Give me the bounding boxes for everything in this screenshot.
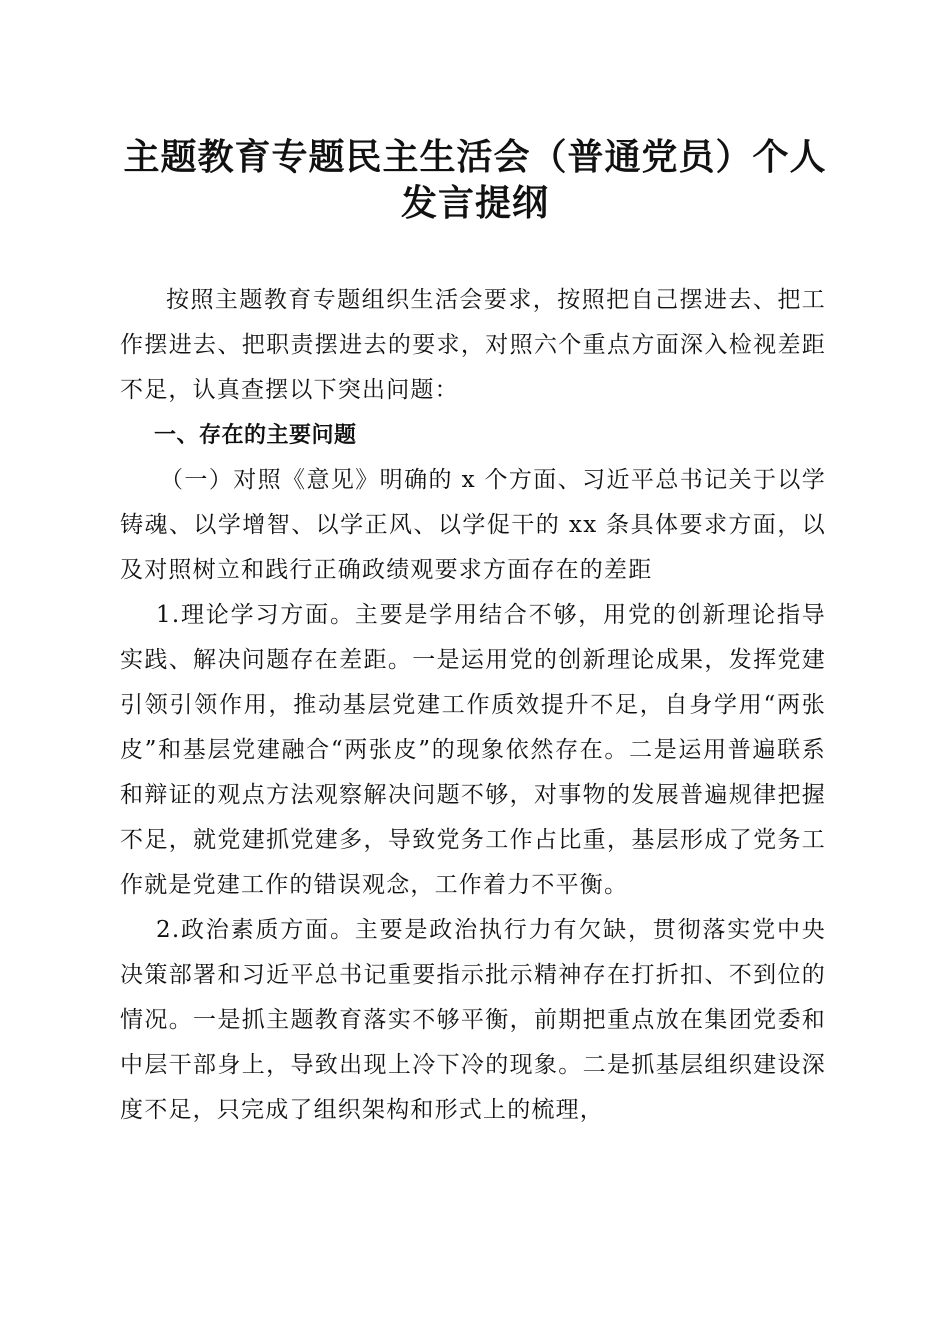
item-paragraph-2: 2.政治素质方面。主要是政治执行力有欠缺，贯彻落实党中央决策部署和习近平总书记重要指示批示精神存在打折扣、不到位的情况。一是抓主题教育落实不够平衡，前期把重点放在集团党委和中层干部身上，导致出现上冷下冷的现象。二是抓基层组织建设深度不足，只完成了组织架构和形式上的梳理， <box>120 917 826 1123</box>
section-heading: 一、存在的主要问题 <box>154 423 357 448</box>
item-paragraph-1: 1.理论学习方面。主要是学用结合不够，用党的创新理论指导实践、解决问题存在差距。一是运用党的创新理论成果，发挥党建引领引领作用，推动基层党建工作质效提升不足，自身学用“两张皮”和基层党建融合“两张皮”的现象依然存在。二是运用普遍联系和辩证的观点方法观察解决问题不够，对事物的发展普遍规律把握不足，就党建抓党建多，导致党务工作占比重，基层形成了党务工作就是党建工作的错误观念，工作着力不平衡。 <box>120 602 826 898</box>
intro-paragraph: 按照主题教育专题组织生活会要求，按照把自己摆进去、把工作摆进去、把职责摆进去的要求，对照六个重点方面深入检视差距不足，认真查摆以下突出问题： <box>120 287 826 403</box>
subsection-heading: （一）对照《意见》明确的 x 个方面、习近平总书记关于以学铸魂、以学增智、以学正风、以学促干的 xx 条具体要求方面，以及对照树立和践行正确政绩观要求方面存在的差距 <box>120 467 826 583</box>
document-body <box>120 278 826 1133</box>
document-title: 主题教育专题民主生活会（普通党员）个人发言提纲 <box>123 136 827 224</box>
